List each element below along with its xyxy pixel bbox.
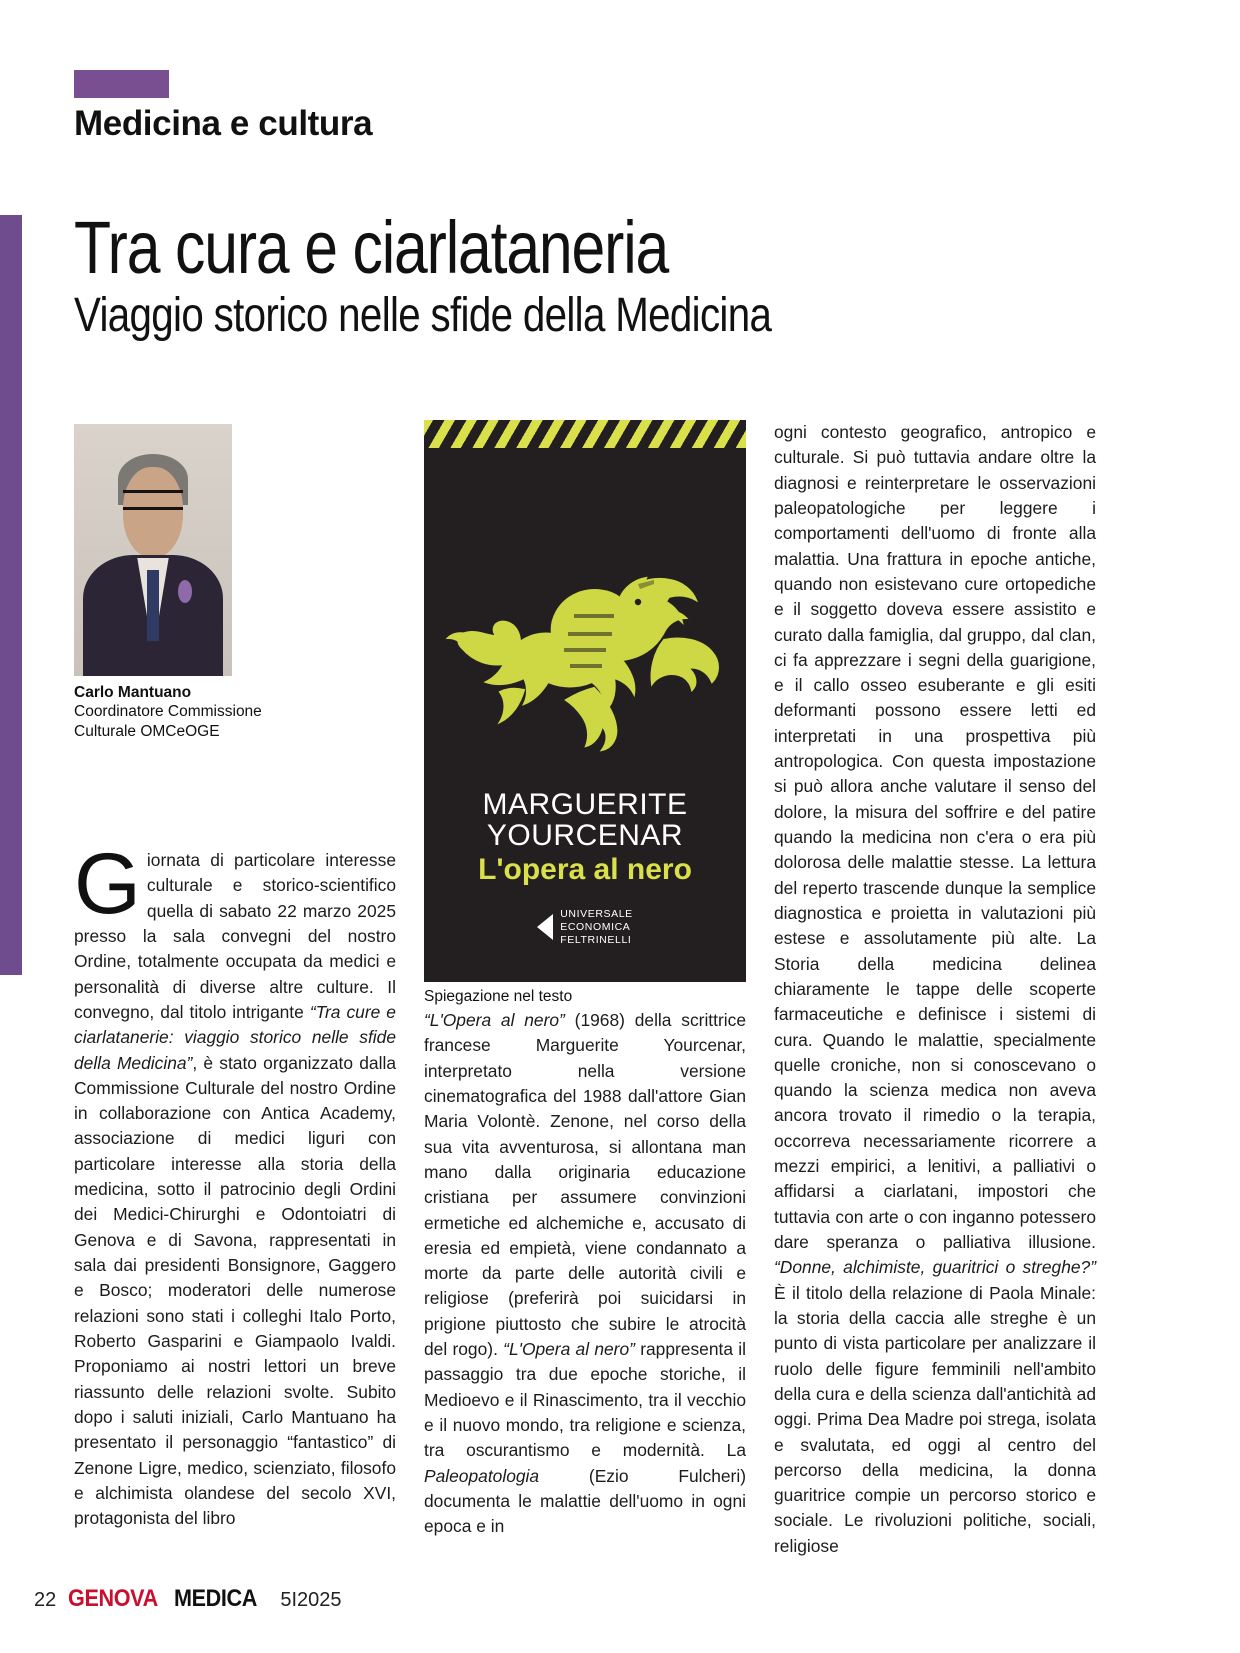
author-photo <box>74 424 232 676</box>
dragon-illustration <box>424 540 746 760</box>
author-role-line-2: Culturale OMCeOGE <box>74 722 220 740</box>
cover-author-line-1: MARGUERITE <box>482 788 688 821</box>
col3-text-part-2: È il titolo della relazione di Paola Minale: la storia della caccia alle streghe è un punto di vista particolare per analizzare il ruolo delle figure femminili nell'ambito della cura e della scienza dall'antichità ad oggi. Prima Dea Madre poi strega, isolata e svalutata, ed oggi al centro del percorso della medicina, la donna guaritrice compie un percorso storico e sociale. Le rivoluzioni politiche, sociali, religiose <box>774 1282 1096 1556</box>
issue-number: 5I2025 <box>280 1589 342 1611</box>
page-title: Tra cura e ciarlataneria <box>74 206 669 289</box>
feltrinelli-mark-icon <box>537 914 553 940</box>
author-role-line-1: Coordinatore Commissione <box>74 703 262 721</box>
author-name: Carlo Mantuano <box>74 684 192 701</box>
rubric-label: Medicina e cultura <box>74 104 373 143</box>
col3-quoted-title: “Donne, alchimiste, guaritrici o streghe?” <box>774 1257 1096 1278</box>
page-number: 22 <box>34 1589 57 1611</box>
page-subtitle: Viaggio storico nelle sfide della Medicina <box>74 288 772 342</box>
col2-text-part-2: rappresenta il passaggio tra due epoche storiche, il Medioevo e il Rinascimento, tra il vecchio e il nuovo mondo, tra religione e scienza, tra oscurantismo e modernità. La <box>424 1339 746 1461</box>
rubric <box>74 70 372 141</box>
col1-text-part-2: , è stato organizzato dalla Commissione Culturale del nostro Ordine in collaborazione con Antica Academy, associazione di medici liguri con particolare interesse alla storia della medicina, sotto il patrocinio degli Ordini dei Medici-Chirurghi e Odontoiatri di Genova e di Savona, rappresentati in sala dai presidenti Bonsignore, Gaggero e Bosco; moderatori delle numerose relazioni sono stati i colleghi Italo Porto, Roberto Gasparini e Giampaolo Ivaldi. Proponiamo ai nostri lettori un breve riassunto delle relazioni svolte. Subito dopo i saluti iniziali, Carlo Mantuano ha presentato il personaggio “fantastico” di Zenone Ligre, medico, scienziato, filosofo e alchimista olandese del secolo XVI, protagonista del libro <box>74 1052 397 1529</box>
body-column-1 <box>74 836 397 1529</box>
cover-title: L'opera al nero <box>478 853 692 887</box>
body-column-2 <box>424 1008 746 1537</box>
cover-hazard-stripes <box>424 420 746 448</box>
imprint-line-1: UNIVERSALE <box>560 908 633 921</box>
glasses-icon <box>123 490 183 510</box>
body-column-3 <box>774 420 1096 1556</box>
col2-opera-title-1: “L'Opera al nero” <box>424 1010 565 1030</box>
col1-quoted-title: “Tra cure e ciarlatanerie: viaggio storico nelle sfide della Medicina” <box>74 1001 396 1073</box>
book-cover-image <box>424 420 746 982</box>
col2-text-part-3: (Ezio Fulcheri) documenta le malattie dell'uomo in ogni epoca e in <box>424 1465 746 1537</box>
paragraph <box>774 420 1096 1559</box>
imprint-line-2: ECONOMICA <box>560 920 631 933</box>
paragraph <box>424 1008 746 1540</box>
col2-text-part-1: (1968) della scrittrice francese Marguerite Yourcenar, interpretato nella versione cinematografica del 1988 dall'attore Gian Maria Volontè. Zenone, nel corso della sua vita avventurosa, si allontana man mano dalla originaria educazione cristiana per assumere convinzioni ermetiche ed alchemiche e, accusato di eresia ed empietà, viene condannato a morte da parte delle autorità civili e religiose (preferirà poi suicidarsi in prigione piuttosto che subire le atrocità del rogo). <box>424 1010 746 1360</box>
feltrinelli-logo <box>424 908 746 946</box>
magazine-name-primary: GENOVA <box>68 1585 159 1612</box>
col2-opera-title-2: “L'Opera al nero” <box>503 1339 635 1360</box>
photo-tie <box>147 570 160 641</box>
col2-paleopatologia-term: Paleopatologia <box>424 1465 540 1486</box>
headline-block <box>74 206 1164 342</box>
imprint-line-3: FELTRINELLI <box>560 933 632 946</box>
cover-author-line-2: YOURCENAR <box>486 818 684 852</box>
col3-text-part-1: ogni contesto geografico, antropico e culturale. Si può tuttavia andare oltre la diagnosi e reinterpretare le osservazioni paleopatologiche per leggere i comportamenti dell'uomo di fronte alla malattia. Una frattura in epoche antiche, quando non esistevano cure ortopediche e il soggetto doveva essere assistito e curato dalla famiglia, dal gruppo, dal clan, ci fa apprezzare i segni della guarigione, e il callo osseo esuberante e gli esiti deformanti possono essere letti ed interpretati in una prospettiva più antropologica. Con questa impostazione si può allora anche valutare il senso del dolore, la misura del soffrire e del patire quando la medicina non c'era o era più dolorosa delle malattie stesse. La lettura del reperto trascende dunque la semplice diagnostica e proietta in valutazioni più estese e assolutamente più alte. La Storia della medicina delinea chiaramente le tappe delle scoperte farmaceutiche e definisce i sistemi di cura. Quando le malattie, specialmente quelle croniche, non si conoscevano o quando la scienza medica non aveva ancora trovato il rimedio o la terapia, occorreva necessariamente ricorrere a mezzi empirici, a lenitivi, a palliativi o affidarsi a ciarlatani, impostori che tuttavia con arte o con inganno potessero dare speranza o palliativa illusione. <box>774 422 1096 1252</box>
magazine-name-secondary: MEDICA <box>174 1585 258 1612</box>
rubric-swatch <box>74 70 169 98</box>
page-footer <box>34 1585 342 1613</box>
cover-text-block <box>424 790 746 947</box>
book-caption: Spiegazione nel testo <box>424 988 573 1005</box>
author-caption <box>74 683 374 741</box>
left-accent-bar <box>0 215 22 975</box>
photo-face <box>123 467 183 558</box>
imprint-lines <box>560 908 633 946</box>
paragraph <box>74 836 397 1531</box>
col1-text-part-1: iornata di particolare interesse culturale e storico-scientifico quella di sabato 22 marzo 2025 presso la sala convegni del nostro Ordine, totalmente occupata da medici e personalità di diverse altre culture. Il convegno, dal titolo intrigante <box>74 850 396 1022</box>
drop-cap: G <box>74 836 141 932</box>
